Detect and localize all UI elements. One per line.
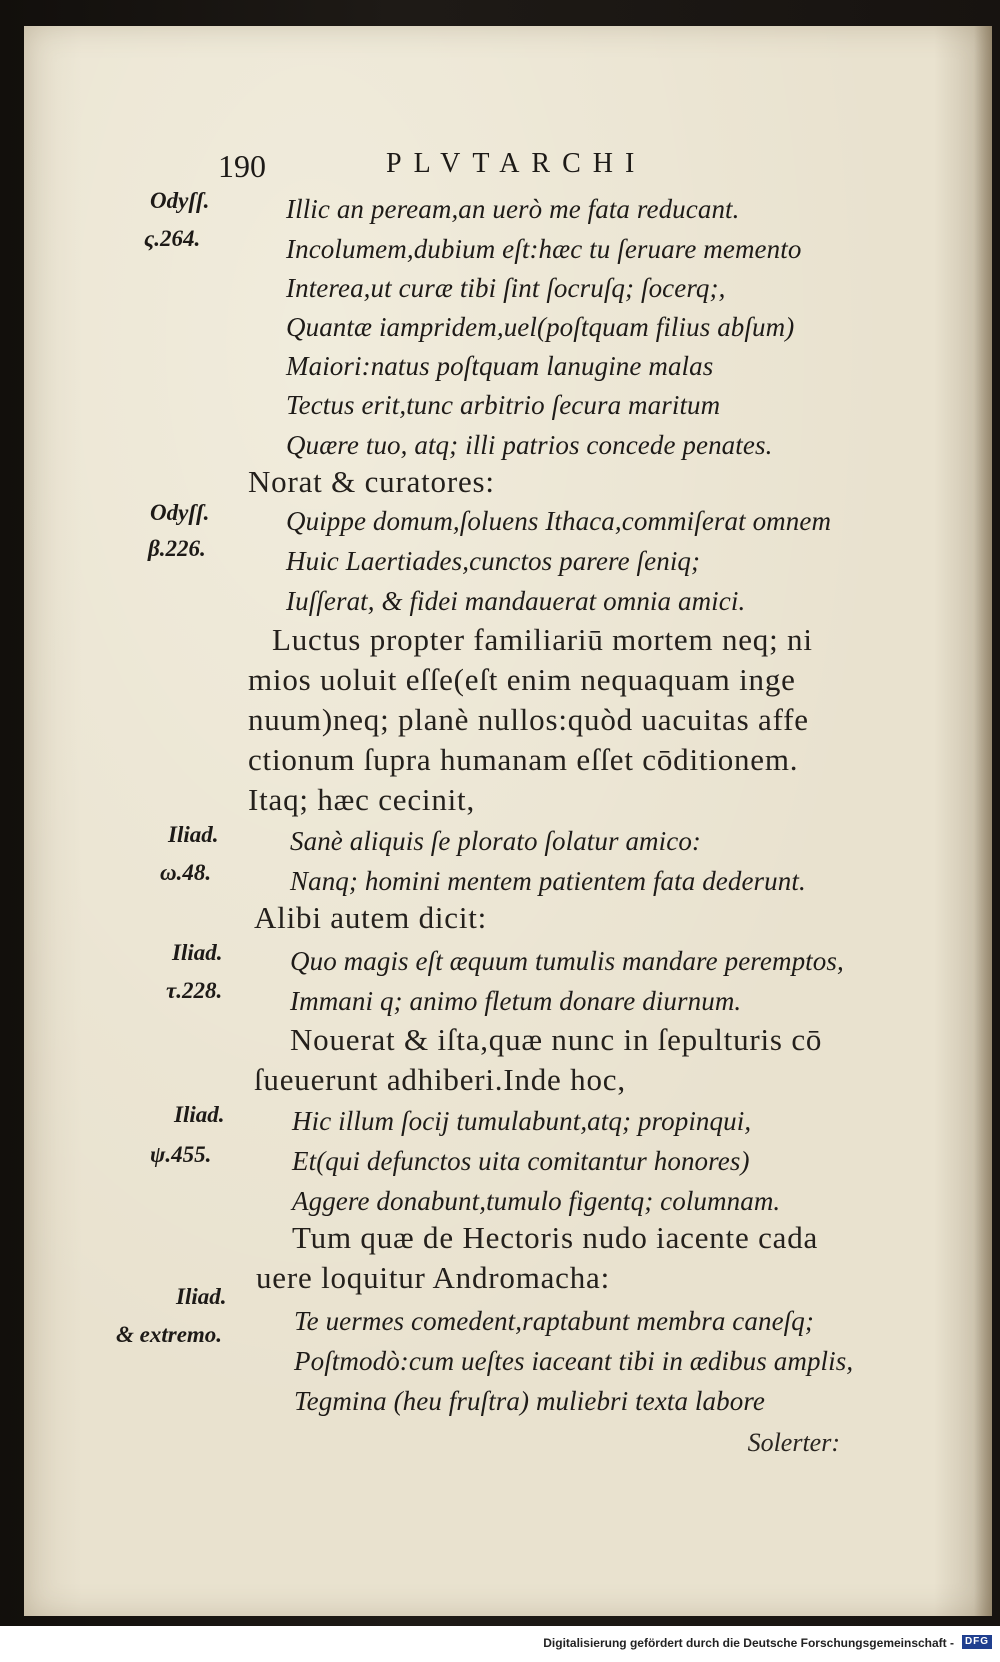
margin-note-iliad-1: Iliad. bbox=[168, 822, 219, 847]
margin-note-iliad-4: Iliad. bbox=[176, 1284, 227, 1309]
text-line-6: Tectus erit,tunc arbitrio ſecura maritum bbox=[286, 390, 721, 420]
page-edge-shadow bbox=[974, 26, 992, 1616]
text-line-21: Immani q; animo fletum donare diurnum. bbox=[290, 986, 742, 1016]
footer-bar bbox=[0, 1626, 1000, 1662]
margin-note-iliad-2-ref: τ.228. bbox=[166, 978, 223, 1003]
margin-note-odyssey-1: Odyſſ. bbox=[150, 188, 210, 213]
text-line-24: Hic illum ſocij tumulabunt,atq; propinqui, bbox=[292, 1106, 752, 1136]
text-line-4: Quantæ iampridem,uel(poſtquam filius abſum) bbox=[286, 312, 795, 342]
margin-note-odyssey-2-ref: β.226. bbox=[148, 536, 206, 561]
text-line-7: Quære tuo, atq; illi patrios concede penates. bbox=[286, 430, 773, 460]
text-line-28: uere loquitur Andromacha: bbox=[256, 1260, 611, 1295]
text-line-31: Tegmina (heu fruſtra) muliebri texta labore bbox=[294, 1386, 766, 1416]
text-line-13: mios uoluit eſſe(eſt enim nequaquam inge bbox=[248, 662, 796, 697]
text-line-5: Maiori:natus poſtquam lanugine malas bbox=[286, 351, 714, 381]
running-head: PLVTARCHI bbox=[386, 148, 647, 179]
catchword: Solerter: bbox=[747, 1428, 840, 1457]
text-line-14: nuum)neq; planè nullos:quòd uacuitas affe bbox=[248, 702, 809, 737]
text-line-26: Aggere donabunt,tumulo figentq; columnam. bbox=[292, 1186, 781, 1216]
text-line-23: ſueuerunt adhiberi.Inde hoc, bbox=[254, 1062, 626, 1097]
footer-credit: Digitalisierung gefördert durch die Deutsche Forschungsgemeinschaft - bbox=[543, 1636, 954, 1650]
text-line-10: Huic Laertiades,cunctos parere ſeniq; bbox=[286, 546, 701, 576]
margin-note-odyssey-1-ref: ς.264. bbox=[144, 226, 201, 251]
page-number: 190 bbox=[218, 148, 266, 184]
margin-note-odyssey-2: Odyſſ. bbox=[150, 500, 210, 525]
margin-note-iliad-4-ref: & extremo. bbox=[116, 1322, 223, 1347]
text-line-19: Alibi autem dicit: bbox=[254, 900, 488, 935]
margin-note-iliad-3-ref: ψ.455. bbox=[150, 1142, 212, 1167]
text-line-17: Sanè aliquis ſe plorato ſolatur amico: bbox=[290, 826, 702, 856]
text-line-18: Nanq; homini mentem patientem fata dederunt. bbox=[290, 866, 806, 896]
text-line-16: Itaq; hæc cecinit, bbox=[248, 782, 476, 817]
text-line-20: Quo magis eſt æquum tumulis mandare peremptos, bbox=[290, 946, 844, 976]
text-line-8: Norat & curatores: bbox=[248, 464, 495, 499]
text-line-27: Tum quæ de Hectoris nudo iacente cada bbox=[292, 1220, 819, 1255]
page-header bbox=[218, 148, 738, 188]
text-line-2: Incolumem,dubium eſt:hæc tu ſeruare memento bbox=[286, 234, 802, 264]
text-line-3: Interea,ut curæ tibi ſint ſocruſq; ſocerq;, bbox=[286, 273, 726, 303]
text-line-1: Illic an peream,an uerò me fata reducant. bbox=[286, 194, 740, 224]
text-line-30: Poſtmodò:cum ueſtes iaceant tibi in ædibus amplis, bbox=[294, 1346, 854, 1376]
text-line-25: Et(qui defunctos uita comitantur honores) bbox=[292, 1146, 750, 1176]
text-line-12: Luctus propter familiariū mortem neq; ni bbox=[272, 622, 813, 657]
margin-note-iliad-3: Iliad. bbox=[174, 1102, 225, 1127]
text-line-15: ctionum ſupra humanam eſſet cōditionem. bbox=[248, 742, 799, 777]
text-line-22: Nouerat & iſta,quæ nunc in ſepulturis cō bbox=[290, 1022, 823, 1057]
margin-note-iliad-1-ref: ω.48. bbox=[160, 860, 212, 885]
dfg-logo-icon: DFG bbox=[962, 1635, 992, 1649]
margin-note-iliad-2: Iliad. bbox=[172, 940, 223, 965]
text-line-29: Te uermes comedent,raptabunt membra caneſq; bbox=[294, 1306, 814, 1336]
text-line-9: Quippe domum,ſoluens Ithaca,commiſerat omnem bbox=[286, 506, 832, 536]
text-line-11: Iuſſerat, & fidei mandauerat omnia amici. bbox=[286, 586, 746, 616]
